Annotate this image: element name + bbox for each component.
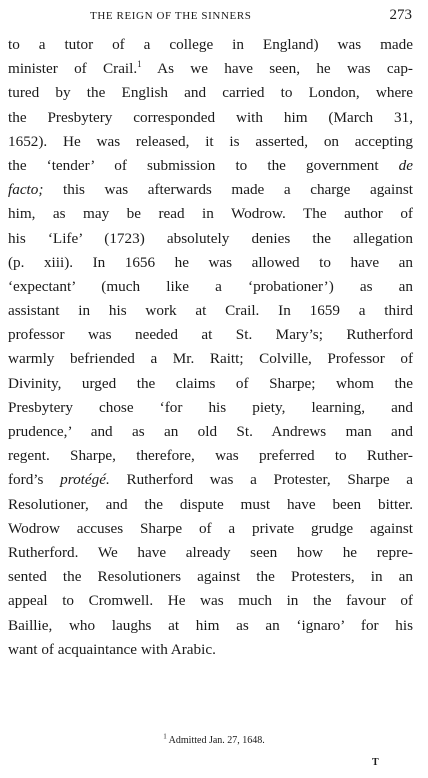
signature-mark: T	[372, 757, 379, 768]
text-line	[8, 589, 413, 613]
text-line	[8, 299, 413, 323]
text-line	[8, 275, 413, 299]
text-line	[8, 565, 413, 589]
text-segment: ford’s	[8, 471, 61, 489]
text-segment: assistant in his work at Crail. In 1659 a third	[8, 302, 413, 320]
text-line	[8, 202, 413, 226]
page-number: 273	[389, 7, 412, 23]
text-segment: professor was needed at St. Mary’s; Rutherford	[8, 326, 413, 344]
italic-text: facto;	[8, 181, 44, 199]
text-line	[8, 541, 413, 565]
text-line	[8, 420, 413, 444]
text-line	[8, 130, 413, 154]
text-line	[8, 396, 413, 420]
text-segment: Wodrow accuses Sharpe of a private grudge against	[8, 519, 413, 537]
text-line	[8, 251, 413, 275]
text-line	[8, 468, 413, 492]
text-segment: regent. Sharpe, therefore, was preferred to Ruther-	[8, 447, 413, 465]
text-line	[8, 81, 413, 105]
text-line	[8, 372, 413, 396]
text-segment: Presbytery chose ‘for his piety, learning, and	[8, 398, 413, 416]
text-line	[8, 178, 413, 202]
text-segment: ‘expectant’ (much like a ‘probationer’) as an	[8, 277, 413, 295]
text-segment: his ‘Life’ (1723) absolutely denies the allegation	[8, 229, 413, 247]
text-segment: Rutherford was a Protester, Sharpe a	[109, 471, 413, 489]
text-segment: this was afterwards made a charge against	[43, 181, 413, 199]
text-segment: the ‘tender’ of submission to the government	[8, 156, 399, 174]
footnote	[0, 732, 428, 746]
text-line	[8, 347, 413, 371]
text-line	[8, 493, 413, 517]
text-segment: him, as may be read in Wodrow. The author of	[8, 205, 413, 223]
text-segment: As we have seen, he was cap-	[141, 60, 413, 78]
footnote-mark: 1	[163, 732, 167, 741]
text-line	[8, 323, 413, 347]
text-segment: (p. xiii). In 1656 he was allowed to have an	[8, 253, 413, 271]
footnote-reference: 1	[137, 59, 142, 70]
text-line	[8, 154, 413, 178]
text-segment: the Presbytery corresponded with him (March 31,	[8, 108, 413, 126]
text-segment: sented the Resolutioners against the Protesters, in an	[8, 568, 413, 586]
text-segment: want of acquaintance with Arabic.	[8, 640, 216, 658]
text-segment: prudence,’ and as an old St. Andrews man and	[8, 423, 413, 440]
text-line	[8, 638, 413, 662]
text-segment: to a tutor of a college in England) was made	[8, 36, 413, 53]
text-segment: Divinity, urged the claims of Sharpe; whom the	[8, 374, 413, 392]
text-line	[8, 57, 413, 81]
italic-text: protégé.	[60, 471, 110, 489]
text-segment: Rutherford. We have already seen how he repre-	[8, 543, 413, 561]
text-line	[8, 106, 413, 130]
running-title: THE REIGN OF THE SINNERS	[90, 10, 252, 22]
running-head	[0, 6, 428, 28]
text-segment: minister of Crail.	[8, 60, 138, 78]
text-segment: warmly befriended a Mr. Raitt; Colville, Professor of	[8, 350, 413, 368]
text-line	[8, 614, 413, 638]
text-line	[8, 33, 413, 57]
text-segment: 1652). He was released, it is asserted, on accepting	[8, 132, 413, 150]
text-line	[8, 517, 413, 541]
text-line	[8, 444, 413, 468]
italic-text: de	[398, 156, 413, 174]
text-segment: Resolutioner, and the dispute must have been bitter.	[8, 495, 413, 513]
text-segment: appeal to Cromwell. He was much in the favour of	[8, 592, 413, 610]
footnote-text: Admitted Jan. 27, 1648.	[168, 735, 265, 746]
body-text	[8, 33, 413, 662]
text-segment: Baillie, who laughs at him as an ‘ignaro’ for his	[8, 616, 413, 634]
text-line	[8, 227, 413, 251]
text-segment: tured by the English and carried to London, where	[8, 84, 413, 102]
